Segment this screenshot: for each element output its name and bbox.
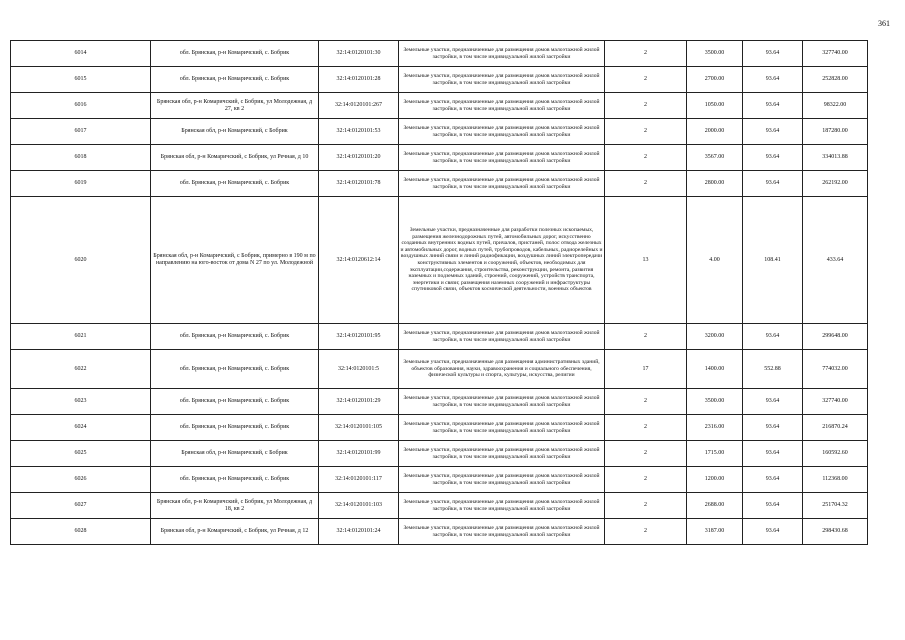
row-number: 6019 [11,171,151,197]
group-cell: 2 [605,441,687,467]
cadastral-value-cell: 299648.00 [803,324,868,350]
group-cell: 2 [605,324,687,350]
group-cell: 2 [605,389,687,415]
area-cell: 1050.00 [687,93,743,119]
rate-cell: 93.64 [743,519,803,545]
cadastral-value-cell: 216870.24 [803,415,868,441]
table-row [11,145,868,171]
land-purpose-cell: Земельные участки, предназначенные для размещения домов малоэтажной жилой застройки, в том числе индивидуальной жилой застройки [399,415,605,441]
group-cell: 2 [605,41,687,67]
table-row [11,350,868,389]
rate-cell: 93.64 [743,145,803,171]
group-cell: 2 [605,171,687,197]
area-cell: 1400.00 [687,350,743,389]
table-row [11,519,868,545]
address-cell: Брянская обл, р-н Комаричский, с Бобрик [151,441,319,467]
page-number: 361 [878,19,890,28]
cadastral-value-cell: 774032.00 [803,350,868,389]
cadastral-number-cell: 32:14:0120101:30 [319,41,399,67]
cadastral-value-cell: 252828.00 [803,67,868,93]
cadastral-value-cell: 187280.00 [803,119,868,145]
area-cell: 1200.00 [687,467,743,493]
area-cell: 2800.00 [687,171,743,197]
row-number: 6015 [11,67,151,93]
rate-cell: 93.64 [743,67,803,93]
cadastral-value-cell: 251704.32 [803,493,868,519]
group-cell: 2 [605,467,687,493]
row-number: 6018 [11,145,151,171]
row-number: 6024 [11,415,151,441]
row-number: 6028 [11,519,151,545]
table-row [11,171,868,197]
land-purpose-cell: Земельные участки, предназначенные для размещения домов малоэтажной жилой застройки, в том числе индивидуальной жилой застройки [399,441,605,467]
row-number: 6027 [11,493,151,519]
rate-cell: 93.64 [743,93,803,119]
address-cell: обл. Брянская, р-н Комаричский, с. Бобрик [151,171,319,197]
area-cell: 3567.00 [687,145,743,171]
area-cell: 3500.00 [687,41,743,67]
table-row [11,389,868,415]
group-cell: 2 [605,519,687,545]
rate-cell: 93.64 [743,41,803,67]
cadastral-number-cell: 32:14:0120101:267 [319,93,399,119]
address-cell: обл. Брянская, р-н Комаричский, с. Бобрик [151,67,319,93]
rate-cell: 108.41 [743,197,803,324]
rate-cell: 93.64 [743,171,803,197]
address-cell: Брянская обл, р-н Комаричский, с Бобрик [151,119,319,145]
table-row [11,119,868,145]
address-cell: Брянская обл, р-н Комаричский, с Бобрик, ул Речная, д 10 [151,145,319,171]
cadastral-number-cell: 32:14:0120101:117 [319,467,399,493]
address-cell: Брянская обл, р-н Комаричский, с Бобрик, ул Молодежная, д 18, кв 2 [151,493,319,519]
table-row [11,324,868,350]
address-cell: обл. Брянская, р-н Комаричский, с. Бобрик [151,467,319,493]
cadastral-number-cell: 32:14:0120101:20 [319,145,399,171]
row-number: 6014 [11,41,151,67]
address-cell: обл. Брянская, р-н Комаричский, с. Бобрик [151,389,319,415]
cadastral-value-cell: 298430.68 [803,519,868,545]
land-purpose-cell: Земельные участки, предназначенные для размещения административных зданий, объектов образования, науки, здравоохранения и социального обеспечения, физической культуры и спорта, культуры, искусства, религии [399,350,605,389]
rate-cell: 93.64 [743,467,803,493]
group-cell: 2 [605,67,687,93]
land-purpose-cell: Земельные участки, предназначенные для размещения домов малоэтажной жилой застройки, в том числе индивидуальной жилой застройки [399,324,605,350]
table-row [11,67,868,93]
address-cell: Брянская обл, р-н Комаричский, с Бобрик, ул Речная, д 12 [151,519,319,545]
address-cell: обл. Брянская, р-н Комаричский, с. Бобрик [151,350,319,389]
row-number: 6022 [11,350,151,389]
land-purpose-cell: Земельные участки, предназначенные для размещения домов малоэтажной жилой застройки, в том числе индивидуальной жилой застройки [399,389,605,415]
cadastral-value-cell: 112368.00 [803,467,868,493]
table-row [11,197,868,324]
row-number: 6026 [11,467,151,493]
rate-cell: 93.64 [743,324,803,350]
rate-cell: 93.64 [743,415,803,441]
group-cell: 2 [605,415,687,441]
table-row [11,467,868,493]
land-purpose-cell: Земельные участки, предназначенные для размещения домов малоэтажной жилой застройки, в том числе индивидуальной жилой застройки [399,519,605,545]
rate-cell: 93.64 [743,119,803,145]
cadastral-number-cell: 32:14:0120612:14 [319,197,399,324]
land-purpose-cell: Земельные участки, предназначенные для размещения домов малоэтажной жилой застройки, в том числе индивидуальной жилой застройки [399,93,605,119]
land-purpose-cell: Земельные участки, предназначенные для размещения домов малоэтажной жилой застройки, в том числе индивидуальной жилой застройки [399,67,605,93]
cadastral-value-cell: 327740.00 [803,41,868,67]
cadastral-value-cell: 327740.00 [803,389,868,415]
address-cell: Брянская обл, р-н Комаричский, с Бобрик, примерно в 190 м по направлению на юго-восток от дома N 27 по ул. Молодежной [151,197,319,324]
address-cell: обл. Брянская, р-н Комаричский, с. Бобрик [151,41,319,67]
area-cell: 2700.00 [687,67,743,93]
cadastral-value-cell: 98322.00 [803,93,868,119]
area-cell: 2688.00 [687,493,743,519]
cadastral-value-cell: 160592.60 [803,441,868,467]
land-purpose-cell: Земельные участки, предназначенные для размещения домов малоэтажной жилой застройки, в том числе индивидуальной жилой застройки [399,171,605,197]
area-cell: 3187.00 [687,519,743,545]
address-cell: обл. Брянская, р-н Комаричский, с. Бобрик [151,324,319,350]
table-row [11,493,868,519]
cadastral-number-cell: 32:14:0120101:99 [319,441,399,467]
cadastral-number-cell: 32:14:0120101:29 [319,389,399,415]
cadastral-number-cell: 32:14:0120101:28 [319,67,399,93]
area-cell: 2000.00 [687,119,743,145]
land-purpose-cell: Земельные участки, предназначенные для размещения домов малоэтажной жилой застройки, в том числе индивидуальной жилой застройки [399,119,605,145]
group-cell: 17 [605,350,687,389]
cadastral-number-cell: 32:14:0120101:5 [319,350,399,389]
group-cell: 2 [605,119,687,145]
row-number: 6020 [11,197,151,324]
address-cell: Брянская обл, р-н Комаричский, с Бобрик, ул Молодежная, д 27, кв 2 [151,93,319,119]
cadastral-number-cell: 32:14:0120101:53 [319,119,399,145]
area-cell: 3500.00 [687,389,743,415]
group-cell: 2 [605,93,687,119]
row-number: 6023 [11,389,151,415]
rate-cell: 93.64 [743,389,803,415]
address-cell: обл. Брянская, р-н Комаричский, с. Бобрик [151,415,319,441]
land-purpose-cell: Земельные участки, предназначенные для размещения домов малоэтажной жилой застройки, в том числе индивидуальной жилой застройки [399,493,605,519]
group-cell: 13 [605,197,687,324]
rate-cell: 93.64 [743,441,803,467]
row-number: 6016 [11,93,151,119]
cadastral-value-cell: 334013.88 [803,145,868,171]
table-row [11,93,868,119]
area-cell: 1715.00 [687,441,743,467]
row-number: 6017 [11,119,151,145]
table-row [11,441,868,467]
row-number: 6025 [11,441,151,467]
table-row [11,41,868,67]
cadastral-value-table [10,40,868,545]
cadastral-value-cell: 262192.00 [803,171,868,197]
land-purpose-cell: Земельные участки, предназначенные для разработки полезных ископаемых, размещения железнодорожных путей, автомобильных дорог, искусственно созданных внутренних водных путей, причалов, пристаней, полос отвода железных и автомобильных дорог, водных путей, трубопроводов, кабельных, радиорелейных и воздушных линий связи и линий радиофикации, воздушных линий электропередачи конструктивных элементов и сооружений, объектов, необходимых для эксплуатации,содержания, строительства, реконструкции, ремонта, развития наземных и подземных зданий, строений, сооружений, устройств транспорта, энергетики и связи; размещения наземных сооружений и инфраструктуры спутниковой связи, объектов космической деятельности, военных объектов [399,197,605,324]
land-purpose-cell: Земельные участки, предназначенные для размещения домов малоэтажной жилой застройки, в том числе индивидуальной жилой застройки [399,145,605,171]
row-number: 6021 [11,324,151,350]
rate-cell: 552.88 [743,350,803,389]
table-row [11,415,868,441]
group-cell: 2 [605,493,687,519]
land-purpose-cell: Земельные участки, предназначенные для размещения домов малоэтажной жилой застройки, в том числе индивидуальной жилой застройки [399,41,605,67]
cadastral-number-cell: 32:14:0120101:78 [319,171,399,197]
area-cell: 3200.00 [687,324,743,350]
land-purpose-cell: Земельные участки, предназначенные для размещения домов малоэтажной жилой застройки, в том числе индивидуальной жилой застройки [399,467,605,493]
table-body [11,41,868,545]
group-cell: 2 [605,145,687,171]
area-cell: 4.00 [687,197,743,324]
cadastral-number-cell: 32:14:0120101:95 [319,324,399,350]
area-cell: 2316.00 [687,415,743,441]
rate-cell: 93.64 [743,493,803,519]
cadastral-value-cell: 433.64 [803,197,868,324]
cadastral-number-cell: 32:14:0120101:105 [319,415,399,441]
cadastral-number-cell: 32:14:0120101:103 [319,493,399,519]
cadastral-number-cell: 32:14:0120101:24 [319,519,399,545]
